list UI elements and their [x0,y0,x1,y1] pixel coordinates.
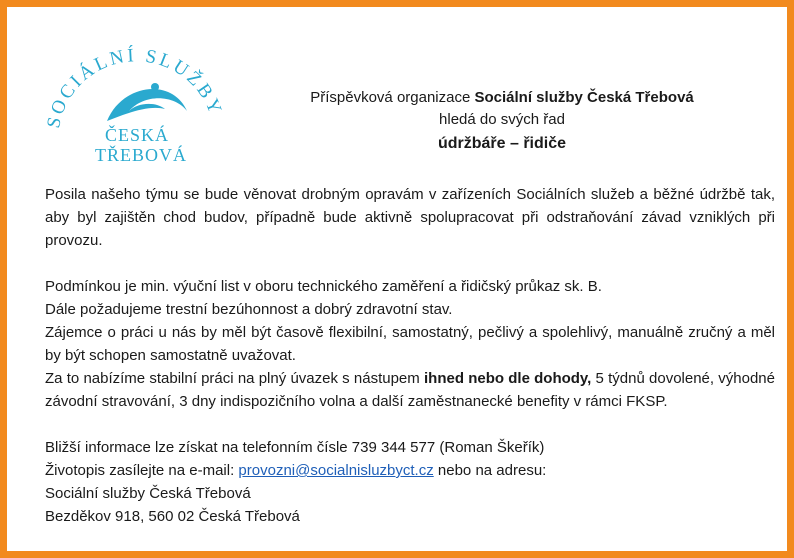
job-description [45,183,775,528]
email-link[interactable]: provozni@socialnisluzbyct.cz [238,462,434,479]
organization-logo [37,29,227,169]
requirement-line-1: Podmínkou je min. výuční list v oboru technického zaměření a řidičský průkaz sk. B. [45,278,602,295]
intro-paragraph: Posila našeho týmu se bude věnovat drobným opravám v zařízeních Sociálních služeb a běžné údržbě tak, aby byl zajištěn chod budov, případně bude aktivně spolupracovat při odstraňování závad vzniklých při provozu. [45,186,775,249]
cv-line [45,459,775,482]
offer-prefix: Za to nabízíme stabilní práci na plný úvazek s nástupem [45,370,424,387]
cv-suffix: nebo na adresu: [433,462,547,479]
contact-phone-line: Bližší informace lze získat na telefonním čísle 739 344 577 (Roman Škeřík) [45,439,545,456]
logo-text-trebova: TŘEBOVÁ [95,145,187,165]
requirement-line-3: Zájemce o práci u nás by měl být časově flexibilní, samostatný, pečlivý a spolehlivý, manuálně zručný a měl by být schopen samostatně uvažovat. [45,324,775,364]
job-header [297,87,707,157]
logo-graphic [37,29,227,169]
requirement-line-2: Dále požadujeme trestní bezúhonnost a dobrý zdravotní stav. [45,301,453,318]
address-line-2: Bezděkov 918, 560 02 Česká Třebová [45,508,300,525]
position-title: údržbáře – řidiče [437,135,567,152]
org-prefix: Příspěvková organizace [310,89,475,106]
offer-paragraph [45,367,775,413]
offer-start-emphasis: ihned nebo dle dohody, [423,370,592,387]
logo-arc-text: SOCIÁLNÍ SLUŽBY [43,45,227,131]
logo-swoosh-shape [107,89,187,121]
offer-suffix: 5 týdnů dovolené, výhodné závodní stravování, 3 dny indispozičního volna a další zaměstnanecké benefity v rámci FKSP. [45,370,775,410]
seeking-line: hledá do svých řad [439,111,565,128]
address-line-1: Sociální služby Česká Třebová [45,485,251,502]
logo-text-ceska: ČESKÁ [105,125,170,145]
organization-line [297,87,707,109]
cv-prefix: Životopis zasílejte na e-mail: [45,462,239,479]
logo-dot-shape [151,83,159,91]
org-name: Sociální služby Česká Třebová [474,89,694,106]
